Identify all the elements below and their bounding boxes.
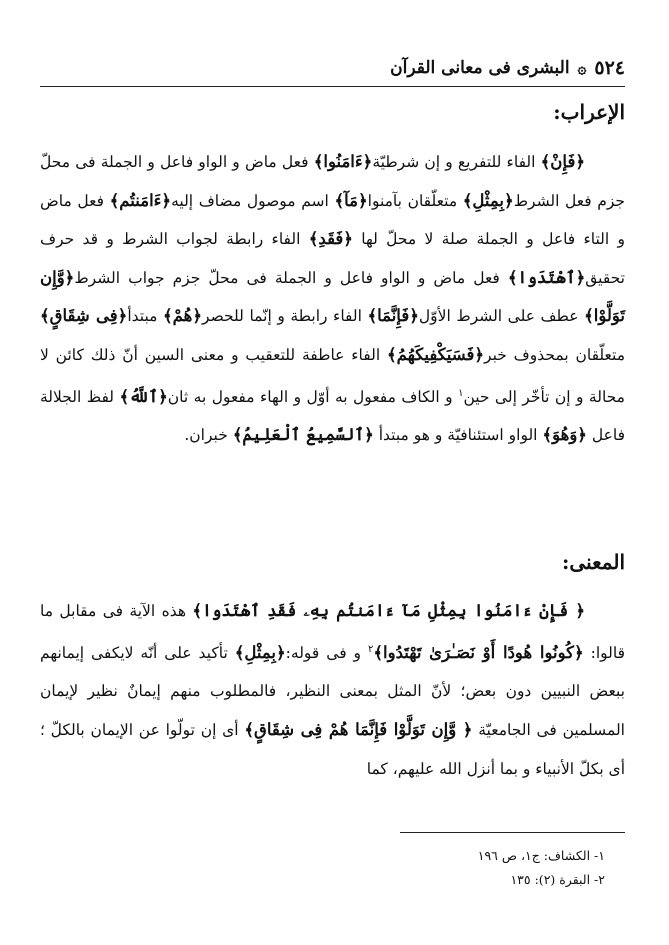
prose-text: خبران. xyxy=(184,426,233,445)
prose-text: الواو استئنافيّة و هو مبتدأ xyxy=(373,426,543,445)
paragraph-text xyxy=(40,592,625,788)
prose-text: فعل ماض و التاء فاعل و الجملة صلة لا محلّ لها xyxy=(40,191,626,249)
prose-text: متعلّقان بآمنوا xyxy=(367,191,463,210)
quran-phrase: ﴿بِمِثْلِ﴾ xyxy=(234,642,286,662)
quran-phrase: ﴿وَّإِن تَوَلَّوْا﴾ xyxy=(40,267,625,326)
footnote-1: ١- الكشاف: ج١، ص ١٩٦ xyxy=(477,848,605,863)
prose-text: عطف على الشرط الأوّل xyxy=(418,307,585,326)
prose-text: لفظ الجلالة فاعل xyxy=(40,387,625,445)
quran-phrase: ﴿فَإِنْ﴾ xyxy=(540,152,585,171)
prose-text: الفاء رابطة و إنّما للحصر xyxy=(202,307,368,326)
header-rule xyxy=(40,86,625,87)
quran-phrase: ﴿فَإِنَّمَا﴾ xyxy=(367,306,419,326)
quran-phrase: ﴿ وَّإِن تَوَلَّوْا فَإِنَّمَا هُمْ فِى شِقَاقٍ﴾ xyxy=(244,719,473,739)
quran-phrase: ﴿ءَامَنُوا﴾ xyxy=(313,152,373,171)
quran-phrase: ﴿كُونُوا هُودًا أَوْ نَصَـٰرَىٰ تَهْتَدُوا﴾ xyxy=(373,642,584,662)
prose-text: و فى قوله: xyxy=(285,643,368,662)
quran-phrase: ﴿ٱلسَّمِيعُ ٱلْعَلِيمُ﴾ xyxy=(232,425,374,445)
prose-text: الفاء للتفريع و إن شرطيّة xyxy=(372,153,541,171)
prose-text: مبتدأ xyxy=(127,307,164,326)
prose-text: تأكيد على أنّه لايكفى إيمانهم ببعض النبيين دون بعض؛ لأنّ المثل بمعنى النظير، فالمطلوب منهم إيمانٌ نظير لإيمان المسلمين فى الجامعيّة xyxy=(40,643,625,739)
quran-phrase: ﴿وَهُوَ﴾ xyxy=(542,425,587,445)
irab-paragraph xyxy=(40,143,625,455)
footnote-ref: ١ xyxy=(458,387,464,399)
prose-text: اسم موصول مضاف إليه xyxy=(171,191,335,210)
quran-phrase: ﴿بِمِثْلِ﴾ xyxy=(462,190,514,210)
footnotes xyxy=(40,844,625,892)
quran-phrase: ﴿هُمْ﴾ xyxy=(163,306,203,326)
prose-text: و الكاف مفعول به أوّل و الهاء مفعول به ثان xyxy=(167,387,459,406)
prose-text: الفاء رابطة لجواب الشرط و قد حرف تحقيق xyxy=(40,230,625,287)
section-heading-irab: الإعراب: xyxy=(553,100,625,124)
footnote-rule xyxy=(400,832,625,833)
section-heading-maana: المعنى: xyxy=(562,550,625,574)
book-title: البشرى فى معانى القرآن xyxy=(390,58,570,78)
running-header xyxy=(40,52,625,84)
prose-text: فعل ماض و الواو فاعل و الجملة فى محلّ جزم فعل الشرط xyxy=(40,153,626,210)
prose-text: متعلّقان بمحذوف خبر xyxy=(484,345,625,364)
prose-text: فعل ماض و الواو فاعل و الجملة فى محلّ جزم جواب الشرط xyxy=(74,268,508,287)
footnote-ref: ٢ xyxy=(367,643,374,655)
maana-paragraph xyxy=(40,592,625,788)
quran-phrase: ﴿ فَإِنْ ءَامَنُوا بِمِثْلِ مَآ ءَامَنتُم بِهِۦ فَقَدِ ٱهْتَدَوا﴾ xyxy=(192,601,586,620)
quran-phrase: ﴿فَقَدِ﴾ xyxy=(308,229,353,249)
paragraph-text xyxy=(40,143,625,455)
prose-text: أى إن تولّوا عن الإيمان بالكلّ ؛ أى بكلّ الأنبياء و بما أنزل الله عليهم، كما xyxy=(40,720,625,778)
quran-phrase: ﴿ٱهْتَدَوا﴾ xyxy=(507,267,586,287)
footnote-2: ٢- البقرة (٢): ١٣٥ xyxy=(510,872,605,887)
quran-phrase: ﴿مَآ﴾ xyxy=(334,190,368,210)
prose-text: الفاء عاطفة للتعقيب و معنى السين أنّ ذلك كائن لا محالة و إن تأخّر إلى حين xyxy=(40,345,625,406)
quran-phrase: ﴿ٱللَّهُ﴾ xyxy=(119,386,168,406)
quran-phrase: ﴿فَسَيَكْفِيكَهُمُ﴾ xyxy=(386,344,485,364)
prose-text: هذه الآية فى مقابل ما قالوا: xyxy=(40,602,625,662)
quran-phrase: ﴿فِى شِقَاقٍ﴾ xyxy=(40,306,128,326)
page-number: ٥٢٤ xyxy=(594,57,625,79)
quran-phrase: ﴿ءَامَنتُم﴾ xyxy=(109,190,172,210)
ornament-icon: ۞ xyxy=(577,59,587,77)
